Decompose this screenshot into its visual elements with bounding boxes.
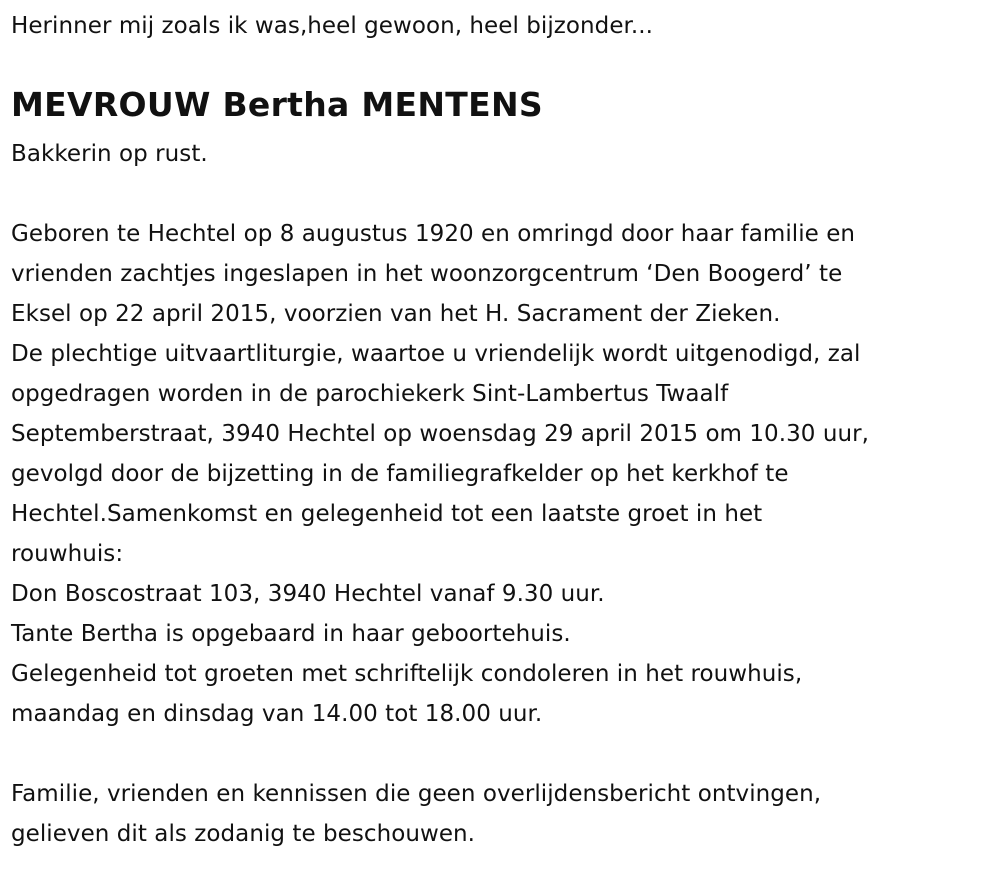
closing-note xyxy=(11,774,821,854)
body-line: Septemberstraat, 3940 Hechtel op woensdag 29 april 2015 om 10.30 uur, xyxy=(11,421,869,447)
deceased-profession: Bakkerin op rust. xyxy=(11,141,208,167)
body-line: rouwhuis: xyxy=(11,541,124,567)
body-line: Geboren te Hechtel op 8 augustus 1920 en omringd door haar familie en xyxy=(11,221,856,247)
body-line: gevolgd door de bijzetting in de familiegrafkelder op het kerkhof te xyxy=(11,461,789,487)
body-line: vrienden zachtjes ingeslapen in het woonzorgcentrum ‘Den Boogerd’ te xyxy=(11,261,843,287)
body-line: De plechtige uitvaartliturgie, waartoe u vriendelijk wordt uitgenodigd, zal xyxy=(11,341,861,367)
body-line: maandag en dinsdag van 14.00 tot 18.00 uur. xyxy=(11,701,543,727)
deceased-name: MEVROUW Bertha MENTENS xyxy=(11,85,543,124)
body-line: Gelegenheid tot groeten met schriftelijk condoleren in het rouwhuis, xyxy=(11,661,803,687)
body-line: opgedragen worden in de parochiekerk Sint-Lambertus Twaalf xyxy=(11,381,729,407)
closing-line: Familie, vrienden en kennissen die geen overlijdensbericht ontvingen, xyxy=(11,781,822,807)
body-line: Eksel op 22 april 2015, voorzien van het H. Sacrament der Zieken. xyxy=(11,301,781,327)
notice-body xyxy=(11,214,869,734)
body-line: Hechtel.Samenkomst en gelegenheid tot een laatste groet in het xyxy=(11,501,763,527)
motto-text: Herinner mij zoals ik was,heel gewoon, heel bijzonder... xyxy=(11,13,653,39)
body-line: Don Boscostraat 103, 3940 Hechtel vanaf 9.30 uur. xyxy=(11,581,605,607)
closing-line: gelieven dit als zodanig te beschouwen. xyxy=(11,821,476,847)
body-line: Tante Bertha is opgebaard in haar geboortehuis. xyxy=(11,621,571,647)
